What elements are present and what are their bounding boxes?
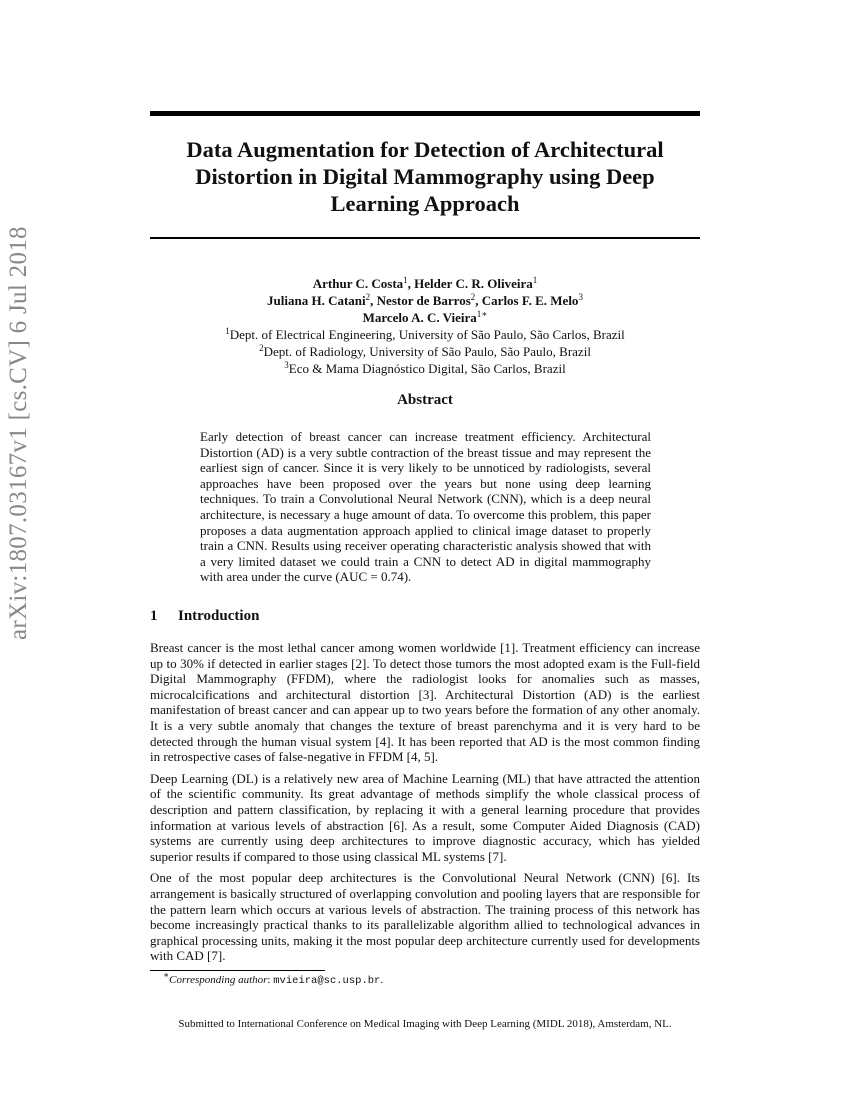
author-name: Marcelo A. C. Vieira	[362, 310, 477, 325]
author-affil-mark: 2	[470, 292, 476, 302]
affiliation-2	[150, 343, 700, 360]
author-affil-mark: 3	[578, 292, 583, 302]
author-block	[150, 275, 700, 377]
affiliation-mark: 3	[284, 360, 289, 370]
author-affil-mark: 2	[365, 292, 371, 302]
affiliation-3	[150, 360, 700, 377]
title-top-rule	[150, 111, 700, 116]
author-line-1: Arthur C. Costa$^1$, Helder C. R. Oliveira$^1$	[312, 275, 538, 291]
author-name: Juliana H. Catani	[267, 293, 366, 308]
abstract-heading: Abstract	[397, 392, 453, 408]
abstract-text: Early detection of breast cancer can increase treatment efficiency. Architectural Distortion (AD) is a very subtle contraction of the breast tissue and may represent the earliest sign of cancer. Since it is very likely to be unnoticed by radiologists, several approaches have been proposed over the years but none using deep learning techniques. To train a Convolutional Neural Network (CNN), which is a deep neural architecture, is necessary a huge amount of data. To overcome this problem, this paper proposes a data augmentation approach applied to clinical image dataset to properly train a CNN. Results using receiver operating characteristic analysis showed that with a very limited dataset we could train a CNN to detect AD in digital mammography with area under the curve (AUC = 0.74).	[200, 429, 651, 585]
introduction-body	[150, 640, 700, 970]
affiliation-mark: 2	[259, 343, 264, 353]
footnote-rule	[150, 970, 325, 971]
footnote-email: mvieira@sc.usp.br	[273, 975, 381, 987]
affiliation-mark: 1	[225, 326, 230, 336]
footnote	[163, 970, 384, 987]
footnote-end: .	[380, 974, 384, 986]
section-title: Introduction	[178, 608, 260, 624]
paragraph: Deep Learning (DL) is a relatively new area of Machine Learning (ML) that have attracted the attention of the scientific community. Its great advantage of methods simplify the whole classical process of description and pattern classification, by replacing it with a general learning procedure that provides information at various levels of abstraction [6]. As a result, some Computer Aided Diagnosis (CAD) systems are currently using deep architectures to improve diagnostic accuracy, which has yielded superior results if compared to those using classical ML systems [7].	[150, 770, 700, 864]
footnote-label: Corresponding author	[169, 974, 268, 986]
arxiv-stamp: arXiv:1807.03167v1 [cs.CV] 6 Jul 2018	[5, 226, 32, 640]
section-number: 1	[150, 608, 158, 624]
author-name: Nestor de Barros	[376, 293, 471, 308]
author-affil-mark: 1	[403, 275, 408, 285]
author-affil-mark: 1∗	[476, 309, 488, 319]
affiliation-text: Dept. of Electrical Engineering, University of São Paulo, São Carlos, Brazil	[229, 327, 625, 342]
author-name: Arthur C. Costa	[312, 276, 404, 291]
section-heading	[150, 608, 259, 625]
paper-title: Data Augmentation for Detection of Architectural Distortion in Digital Mammography using Deep Learning Approach	[186, 137, 664, 216]
affiliation-1	[150, 326, 700, 343]
author-line-2: Juliana H. Catani$^2$, Nestor de Barros$^2$, Carlos F. E. Melo$^3$	[267, 292, 583, 308]
footnote-separator: :	[267, 974, 274, 986]
affiliation-text: Eco & Mama Diagnóstico Digital, São Carlos, Brazil	[288, 361, 566, 376]
author-line-3	[150, 309, 700, 326]
author-name: Helder C. R. Oliveira	[414, 276, 533, 291]
author-affil-mark: 1	[532, 275, 538, 285]
author-name: Carlos F. E. Melo	[481, 293, 579, 308]
affiliation-text: Dept. of Radiology, University of São Paulo, São Paulo, Brazil	[263, 344, 591, 359]
paragraph: Breast cancer is the most lethal cancer among women worldwide [1]. Treatment efficiency can increase up to 30% if detected in earlier stages [2]. To detect those tumors the most adopted exam is the Full-field Digital Mammography (FFDM), where the radiologist looks for anomalies such as masses, microcalcifications and architectural distortion [3]. Architectural Distortion (AD) is the earliest manifestation of breast cancer and can appear up to two years before the formation of any other anomaly. It is a very subtle anomaly that changes the texture of breast parenchyma and it is very hard to be detected through the human visual system [4]. It has been reported that AD is the most common finding in retrospective cases of false-negative in FFDM [4, 5].	[150, 640, 700, 765]
paragraph: One of the most popular deep architectures is the Convolutional Neural Network (CNN) [6]. Its arrangement is basically structured of overlapping convolution and pooling layers that are responsible for the pattern learn which occurs at various levels of abstraction. The training process of this network has become increasingly practical thanks to its parallelizable algorithm allied to technological advances in graphical processing units, making it the most popular deep architecture currently used for developments with CAD [7].	[150, 870, 700, 964]
footnote-mark: ∗	[163, 970, 170, 980]
title-bottom-rule	[150, 237, 700, 239]
page-footer: Submitted to International Conference on Medical Imaging with Deep Learning (MIDL 2018), Amsterdam, NL.	[178, 1018, 672, 1030]
